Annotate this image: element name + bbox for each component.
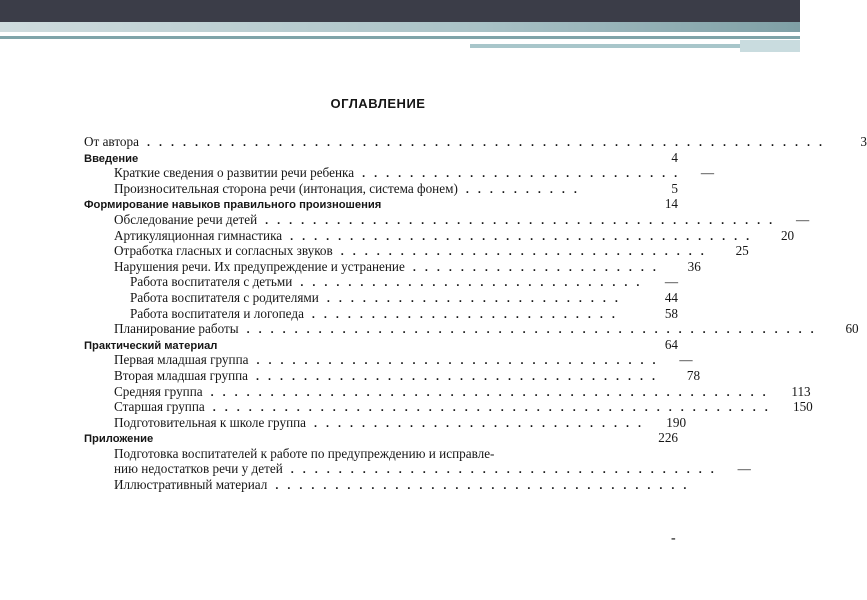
dot-leader: .................................. <box>256 353 665 368</box>
toc-entry-page: 3 <box>860 134 867 149</box>
toc-entry-page: 25 <box>735 243 749 259</box>
toc-entry-page: 20 <box>780 227 795 243</box>
toc-entry-page: 226 <box>658 430 678 446</box>
toc-entry-title: Вторая младшая группа <box>114 367 249 383</box>
toc-section-title: Формирование навыков правильного произношения <box>84 199 382 212</box>
toc-section <box>84 150 678 166</box>
toc-entry-page: — <box>700 165 715 181</box>
toc-entry-page: 150 <box>792 399 813 415</box>
slide-header-line <box>740 40 800 52</box>
dot-leader: ........................... <box>362 166 687 181</box>
dot-leader: ............................. <box>300 275 649 290</box>
toc-section <box>84 337 678 353</box>
toc-entry <box>84 211 810 228</box>
slide-header-band <box>0 22 800 32</box>
toc-section <box>84 430 678 446</box>
toc-entry-page: 60 <box>845 321 859 337</box>
toc-entry <box>84 134 867 150</box>
dot-leader: ................................................ <box>246 322 823 337</box>
toc-entry-page: — <box>664 274 678 290</box>
dot-leader: .................................... <box>290 462 723 477</box>
toc-entry-title: Средняя группа <box>114 383 203 399</box>
toc-entry-page: 58 <box>664 305 678 321</box>
toc-entry-title: Иллюстративный материал <box>114 477 268 493</box>
toc-entry-title: Первая младшая группа <box>114 352 249 368</box>
dot-leader: ............................... <box>340 244 713 259</box>
toc-entry <box>84 243 749 259</box>
toc-entry-title: Работа воспитателя с родителями <box>130 289 319 305</box>
toc-entry-title: Подготовительная к школе группа <box>114 414 307 430</box>
toc-entry-page: — <box>737 461 751 477</box>
toc-entry-title: Нарушения речи. Их предупреждение и устранение <box>114 258 405 274</box>
dot-leader: ......................................................... <box>146 135 831 149</box>
toc-entry <box>84 290 678 306</box>
slide-header-bar <box>0 0 800 22</box>
toc-entry <box>84 477 696 493</box>
toc-entry-page: — <box>679 352 693 368</box>
toc-entry-title: Обследование речи детей <box>114 211 258 227</box>
toc-entry-page: 5 <box>671 180 678 196</box>
toc-entry <box>84 446 678 462</box>
toc-section-title: Введение <box>84 152 139 165</box>
toc-entry <box>84 367 701 384</box>
toc-entry-title: Отработка гласных и согласных звуков <box>114 243 333 259</box>
toc-entry-title: нию недостатков речи у детей <box>114 461 283 477</box>
toc-entry <box>84 399 813 415</box>
toc-entry-page: 36 <box>687 258 701 274</box>
dot-leader: .................................. <box>256 368 665 383</box>
dot-leader: ....................................... <box>290 228 759 243</box>
toc-entry-title: Артикуляционная гимнастика <box>114 227 283 243</box>
toc-entry-title: Работа воспитателя с детьми <box>130 274 293 290</box>
dot-leader: .......................... <box>311 306 624 321</box>
toc-entry <box>84 352 693 368</box>
toc-entry <box>84 258 701 275</box>
table-of-contents <box>84 134 867 493</box>
toc-entry-title: Произносительная сторона речи (интонация, система фонем) <box>114 180 458 196</box>
dot-leader: ............................ <box>314 415 651 430</box>
toc-entry <box>84 165 715 181</box>
toc-entry-title: Планирование работы <box>114 321 239 337</box>
toc-entry-title: Подготовка воспитателей к работе по предупреждению и исправле- <box>114 445 495 461</box>
toc-entry-title: Старшая группа <box>114 399 205 415</box>
toc-entry-page: 64 <box>664 336 678 352</box>
toc-entry <box>84 274 678 290</box>
dot-leader: ........................................... <box>265 212 782 227</box>
toc-entry-page: 78 <box>686 367 701 383</box>
toc-entry-page: 4 <box>671 149 678 165</box>
toc-section-title: Приложение <box>84 433 154 446</box>
toc-entry <box>84 383 811 400</box>
page-title: ОГЛАВЛЕНИЕ <box>330 96 426 111</box>
toc-entry-title: От автора <box>84 134 139 149</box>
toc-entry-page: — <box>795 211 810 227</box>
toc-entry <box>84 414 687 431</box>
dot-leader: ............................................... <box>210 384 775 399</box>
toc-entry <box>84 321 859 337</box>
toc-entry <box>84 461 751 477</box>
toc-entry-page: 190 <box>666 414 687 430</box>
stray-mark: - <box>671 531 676 546</box>
dot-leader: ............................................... <box>212 400 777 415</box>
slide-header-line <box>0 36 800 39</box>
dot-leader: ......................... <box>326 290 627 305</box>
toc-entry <box>84 227 795 244</box>
dot-leader: ................................... <box>275 478 696 493</box>
toc-entry-page: 14 <box>664 196 678 212</box>
toc-entry-title: Краткие сведения о развитии речи ребенка <box>114 165 355 181</box>
toc-entry <box>84 181 678 197</box>
toc-entry-title: Работа воспитателя и логопеда <box>130 305 304 321</box>
toc-entry-page: 44 <box>664 289 678 305</box>
dot-leader: .......... <box>465 181 586 196</box>
toc-section <box>84 196 678 212</box>
toc-entry-page: 113 <box>791 383 811 399</box>
dot-leader: ..................... <box>412 259 665 274</box>
toc-section-title: Практический материал <box>84 339 218 352</box>
toc-entry <box>84 306 678 322</box>
